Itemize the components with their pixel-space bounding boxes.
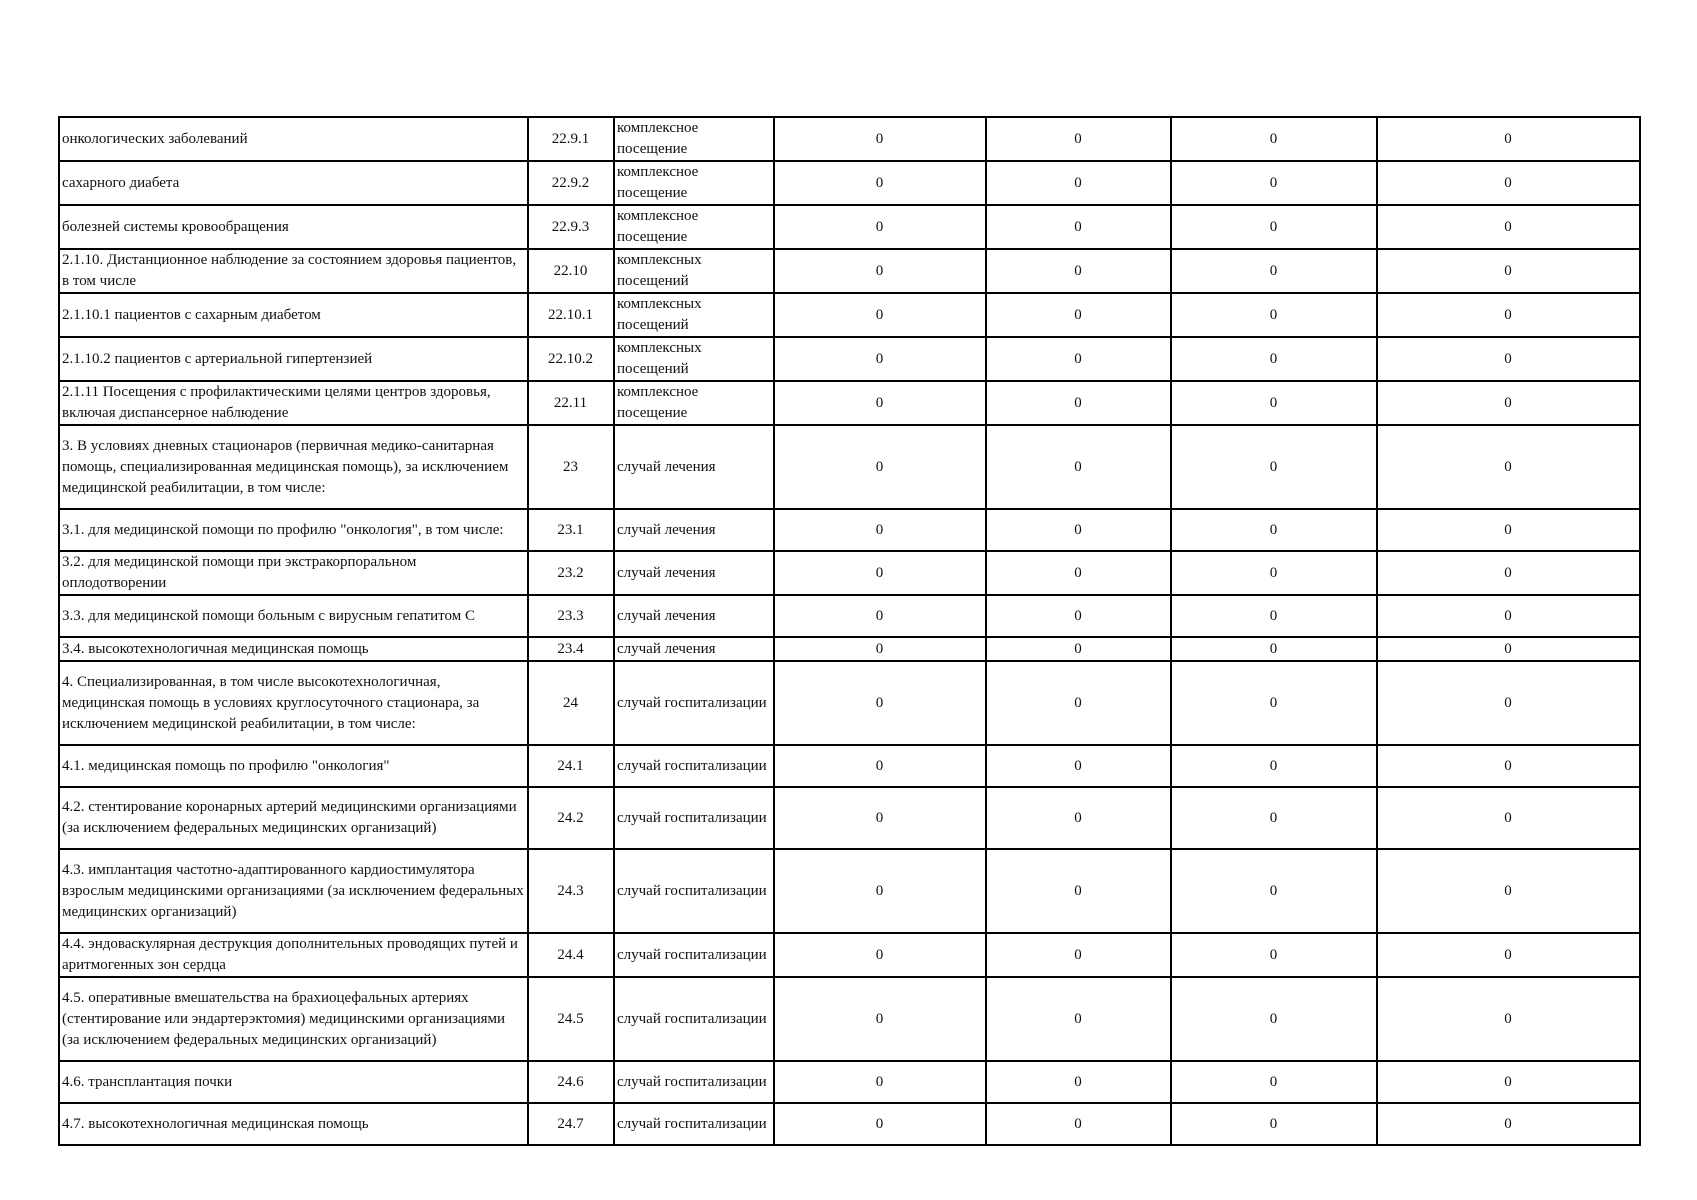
table-row bbox=[59, 637, 1640, 661]
row-value-cell: 0 bbox=[1377, 551, 1640, 595]
row-value-cell: 0 bbox=[1171, 977, 1377, 1061]
row-name-cell: 4.3. имплантация частотно-адаптированного кардиостимулятора взрослым медицинскими организациями (за исключением федеральных медицинских организаций) bbox=[59, 849, 528, 933]
table-body bbox=[59, 117, 1640, 1145]
table-row bbox=[59, 293, 1640, 337]
row-code-cell: 23.4 bbox=[528, 637, 614, 661]
table-row bbox=[59, 249, 1640, 293]
row-code-cell: 24.3 bbox=[528, 849, 614, 933]
row-unit-cell: случай лечения bbox=[614, 509, 774, 551]
row-value-cell: 0 bbox=[1171, 249, 1377, 293]
row-value-cell: 0 bbox=[1377, 1061, 1640, 1103]
row-name-cell: сахарного диабета bbox=[59, 161, 528, 205]
row-name-cell: 4.5. оперативные вмешательства на брахиоцефальных артериях (стентирование или эндартерэктомия) медицинскими организациями (за исключением федеральных медицинских организаций) bbox=[59, 977, 528, 1061]
row-value-cell: 0 bbox=[774, 161, 986, 205]
row-value-cell: 0 bbox=[774, 637, 986, 661]
row-unit-cell: случай госпитализации bbox=[614, 661, 774, 745]
row-value-cell: 0 bbox=[1171, 205, 1377, 249]
row-name-cell: 2.1.10.1 пациентов с сахарным диабетом bbox=[59, 293, 528, 337]
row-value-cell: 0 bbox=[986, 509, 1171, 551]
row-value-cell: 0 bbox=[1377, 381, 1640, 425]
table-row bbox=[59, 509, 1640, 551]
table-row bbox=[59, 745, 1640, 787]
row-unit-cell: случай госпитализации bbox=[614, 977, 774, 1061]
table-row bbox=[59, 977, 1640, 1061]
row-value-cell: 0 bbox=[986, 849, 1171, 933]
row-unit-cell: случай лечения bbox=[614, 551, 774, 595]
row-unit-cell: случай госпитализации bbox=[614, 787, 774, 849]
row-value-cell: 0 bbox=[1171, 595, 1377, 637]
row-unit-cell: комплексное посещение bbox=[614, 161, 774, 205]
row-value-cell: 0 bbox=[986, 1103, 1171, 1145]
row-value-cell: 0 bbox=[774, 381, 986, 425]
row-unit-cell: случай госпитализации bbox=[614, 1061, 774, 1103]
row-value-cell: 0 bbox=[1377, 161, 1640, 205]
row-unit-cell: случай лечения bbox=[614, 425, 774, 509]
row-unit-cell: случай госпитализации bbox=[614, 933, 774, 977]
row-name-cell: онкологических заболеваний bbox=[59, 117, 528, 161]
row-name-cell: 4.6. трансплантация почки bbox=[59, 1061, 528, 1103]
row-value-cell: 0 bbox=[986, 977, 1171, 1061]
row-code-cell: 24.4 bbox=[528, 933, 614, 977]
row-code-cell: 22.9.3 bbox=[528, 205, 614, 249]
row-value-cell: 0 bbox=[986, 425, 1171, 509]
row-code-cell: 23 bbox=[528, 425, 614, 509]
row-value-cell: 0 bbox=[1377, 977, 1640, 1061]
row-value-cell: 0 bbox=[1171, 1103, 1377, 1145]
row-value-cell: 0 bbox=[1377, 117, 1640, 161]
table-row bbox=[59, 849, 1640, 933]
row-value-cell: 0 bbox=[1377, 637, 1640, 661]
row-code-cell: 24.2 bbox=[528, 787, 614, 849]
row-value-cell: 0 bbox=[1377, 933, 1640, 977]
row-value-cell: 0 bbox=[1171, 661, 1377, 745]
row-unit-cell: случай госпитализации bbox=[614, 1103, 774, 1145]
row-code-cell: 23.1 bbox=[528, 509, 614, 551]
row-value-cell: 0 bbox=[1377, 249, 1640, 293]
row-value-cell: 0 bbox=[986, 745, 1171, 787]
row-value-cell: 0 bbox=[1171, 551, 1377, 595]
table-row bbox=[59, 595, 1640, 637]
row-value-cell: 0 bbox=[774, 205, 986, 249]
row-name-cell: 3. В условиях дневных стационаров (первичная медико-санитарная помощь, специализированная медицинская помощь), за исключением медицинской реабилитации, в том числе: bbox=[59, 425, 528, 509]
table-row bbox=[59, 661, 1640, 745]
row-unit-cell: комплексных посещений bbox=[614, 249, 774, 293]
row-value-cell: 0 bbox=[1171, 787, 1377, 849]
row-value-cell: 0 bbox=[774, 595, 986, 637]
row-name-cell: болезней системы кровообращения bbox=[59, 205, 528, 249]
table-row bbox=[59, 205, 1640, 249]
row-name-cell: 3.1. для медицинской помощи по профилю "онкология", в том числе: bbox=[59, 509, 528, 551]
row-value-cell: 0 bbox=[986, 381, 1171, 425]
row-code-cell: 23.3 bbox=[528, 595, 614, 637]
row-value-cell: 0 bbox=[986, 787, 1171, 849]
row-value-cell: 0 bbox=[774, 293, 986, 337]
row-value-cell: 0 bbox=[1377, 661, 1640, 745]
row-value-cell: 0 bbox=[1171, 161, 1377, 205]
table-row bbox=[59, 1061, 1640, 1103]
row-name-cell: 3.2. для медицинской помощи при экстракорпоральном оплодотворении bbox=[59, 551, 528, 595]
row-name-cell: 4.2. стентирование коронарных артерий медицинскими организациями (за исключением федеральных медицинских организаций) bbox=[59, 787, 528, 849]
table-row bbox=[59, 933, 1640, 977]
row-name-cell: 4.7. высокотехнологичная медицинская помощь bbox=[59, 1103, 528, 1145]
row-unit-cell: комплексное посещение bbox=[614, 117, 774, 161]
row-value-cell: 0 bbox=[986, 637, 1171, 661]
row-value-cell: 0 bbox=[774, 1061, 986, 1103]
row-value-cell: 0 bbox=[1171, 117, 1377, 161]
row-value-cell: 0 bbox=[1377, 745, 1640, 787]
row-name-cell: 4.4. эндоваскулярная деструкция дополнительных проводящих путей и аритмогенных зон сердца bbox=[59, 933, 528, 977]
row-code-cell: 24.5 bbox=[528, 977, 614, 1061]
row-code-cell: 22.10 bbox=[528, 249, 614, 293]
row-value-cell: 0 bbox=[774, 509, 986, 551]
row-value-cell: 0 bbox=[986, 1061, 1171, 1103]
row-code-cell: 22.9.1 bbox=[528, 117, 614, 161]
row-value-cell: 0 bbox=[986, 595, 1171, 637]
row-unit-cell: случай лечения bbox=[614, 595, 774, 637]
row-value-cell: 0 bbox=[774, 745, 986, 787]
table-row bbox=[59, 381, 1640, 425]
row-value-cell: 0 bbox=[1171, 425, 1377, 509]
row-value-cell: 0 bbox=[1377, 1103, 1640, 1145]
row-value-cell: 0 bbox=[774, 849, 986, 933]
row-name-cell: 3.4. высокотехнологичная медицинская помощь bbox=[59, 637, 528, 661]
row-value-cell: 0 bbox=[986, 249, 1171, 293]
row-unit-cell: комплексных посещений bbox=[614, 293, 774, 337]
row-value-cell: 0 bbox=[1171, 381, 1377, 425]
row-value-cell: 0 bbox=[986, 161, 1171, 205]
row-unit-cell: случай лечения bbox=[614, 637, 774, 661]
row-value-cell: 0 bbox=[774, 551, 986, 595]
row-value-cell: 0 bbox=[1171, 637, 1377, 661]
row-value-cell: 0 bbox=[1377, 595, 1640, 637]
row-value-cell: 0 bbox=[1377, 425, 1640, 509]
row-value-cell: 0 bbox=[1377, 509, 1640, 551]
row-value-cell: 0 bbox=[774, 787, 986, 849]
row-value-cell: 0 bbox=[1171, 293, 1377, 337]
row-value-cell: 0 bbox=[774, 425, 986, 509]
row-value-cell: 0 bbox=[774, 977, 986, 1061]
row-unit-cell: комплексных посещений bbox=[614, 337, 774, 381]
row-value-cell: 0 bbox=[774, 249, 986, 293]
row-value-cell: 0 bbox=[1377, 787, 1640, 849]
row-name-cell: 3.3. для медицинской помощи больным с вирусным гепатитом С bbox=[59, 595, 528, 637]
row-value-cell: 0 bbox=[1171, 933, 1377, 977]
row-value-cell: 0 bbox=[1171, 509, 1377, 551]
table-row bbox=[59, 161, 1640, 205]
row-value-cell: 0 bbox=[986, 661, 1171, 745]
row-value-cell: 0 bbox=[1377, 849, 1640, 933]
row-code-cell: 24.7 bbox=[528, 1103, 614, 1145]
row-code-cell: 22.9.2 bbox=[528, 161, 614, 205]
row-value-cell: 0 bbox=[1171, 745, 1377, 787]
table-row bbox=[59, 117, 1640, 161]
row-value-cell: 0 bbox=[986, 293, 1171, 337]
row-code-cell: 24.1 bbox=[528, 745, 614, 787]
row-unit-cell: комплексное посещение bbox=[614, 205, 774, 249]
row-value-cell: 0 bbox=[986, 205, 1171, 249]
row-value-cell: 0 bbox=[986, 117, 1171, 161]
row-name-cell: 2.1.10.2 пациентов с артериальной гипертензией bbox=[59, 337, 528, 381]
row-unit-cell: случай госпитализации bbox=[614, 849, 774, 933]
row-code-cell: 22.10.2 bbox=[528, 337, 614, 381]
row-code-cell: 24 bbox=[528, 661, 614, 745]
row-value-cell: 0 bbox=[1377, 337, 1640, 381]
row-code-cell: 22.10.1 bbox=[528, 293, 614, 337]
table-row bbox=[59, 1103, 1640, 1145]
row-value-cell: 0 bbox=[774, 1103, 986, 1145]
row-code-cell: 23.2 bbox=[528, 551, 614, 595]
row-value-cell: 0 bbox=[774, 117, 986, 161]
row-value-cell: 0 bbox=[1377, 293, 1640, 337]
table-row bbox=[59, 425, 1640, 509]
row-name-cell: 4. Специализированная, в том числе высокотехнологичная, медицинская помощь в условиях круглосуточного стационара, за исключением медицинской реабилитации, в том числе: bbox=[59, 661, 528, 745]
row-code-cell: 24.6 bbox=[528, 1061, 614, 1103]
row-code-cell: 22.11 bbox=[528, 381, 614, 425]
row-value-cell: 0 bbox=[986, 337, 1171, 381]
row-unit-cell: комплексное посещение bbox=[614, 381, 774, 425]
row-unit-cell: случай госпитализации bbox=[614, 745, 774, 787]
row-value-cell: 0 bbox=[774, 661, 986, 745]
row-value-cell: 0 bbox=[1377, 205, 1640, 249]
row-value-cell: 0 bbox=[986, 933, 1171, 977]
row-value-cell: 0 bbox=[774, 337, 986, 381]
row-value-cell: 0 bbox=[986, 551, 1171, 595]
table-row bbox=[59, 551, 1640, 595]
row-value-cell: 0 bbox=[1171, 1061, 1377, 1103]
row-value-cell: 0 bbox=[774, 933, 986, 977]
table-row bbox=[59, 787, 1640, 849]
row-value-cell: 0 bbox=[1171, 849, 1377, 933]
row-name-cell: 4.1. медицинская помощь по профилю "онкология" bbox=[59, 745, 528, 787]
row-name-cell: 2.1.11 Посещения с профилактическими целями центров здоровья, включая диспансерное наблюдение bbox=[59, 381, 528, 425]
data-table bbox=[58, 116, 1641, 1146]
table-row bbox=[59, 337, 1640, 381]
row-name-cell: 2.1.10. Дистанционное наблюдение за состоянием здоровья пациентов, в том числе bbox=[59, 249, 528, 293]
row-value-cell: 0 bbox=[1171, 337, 1377, 381]
